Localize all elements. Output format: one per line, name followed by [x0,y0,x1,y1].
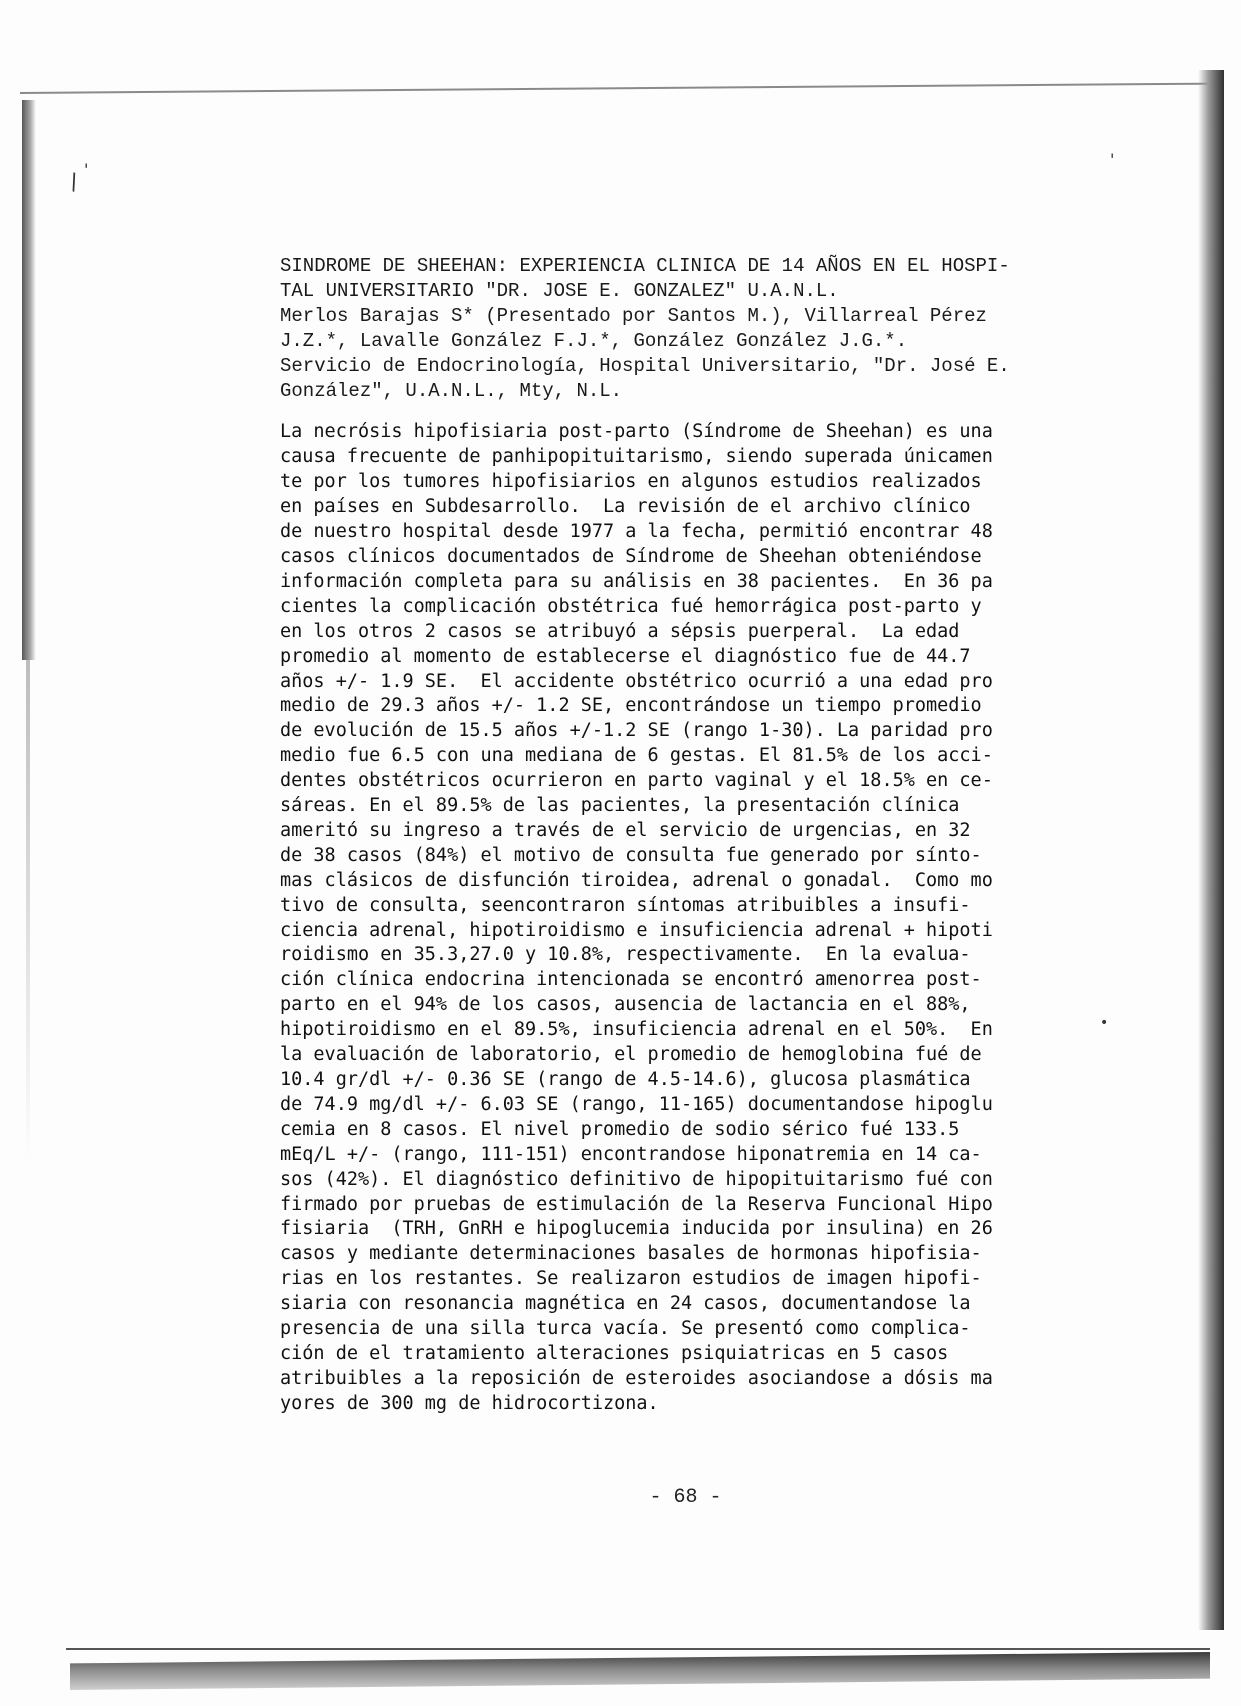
body-line: firmado por pruebas de estimulación de la Reserva Funcional Hipo [280,1193,993,1215]
stray-tick-mark: ' [1110,150,1115,169]
body-line: fisiaria (TRH, GnRH e hipoglucemia inducida por insulina) en 26 [280,1218,993,1240]
body-line: dentes obstétricos ocurrieron en parto vaginal y el 18.5% en ce- [280,770,993,792]
body-line: años +/- 1.9 SE. El accidente obstétrico ocurrió a una edad pro [280,670,993,692]
body-line: ciencia adrenal, hipotiroidismo e insuficiencia adrenal + hipoti [280,919,993,941]
body-line: medio de 29.3 años +/- 1.2 SE, encontrándose un tiempo promedio [280,695,982,717]
body-line: roidismo en 35.3,27.0 y 10.8%, respectivamente. En la evalua- [280,944,971,966]
stray-pen-mark: \ [65,169,82,196]
body-line: de nuestro hospital desde 1977 a la fecha, permitió encontrar 48 [280,521,993,543]
body-line: sáreas. En el 89.5% de las pacientes, la presentación clínica [280,795,960,817]
body-line: 10.4 gr/dl +/- 0.36 SE (rango de 4.5-14.6), glucosa plasmática [280,1069,971,1090]
document-content [280,254,1090,1417]
body-line: causa frecuente de panhipopituitarismo, siendo superada únicamen [280,446,993,468]
affiliation-line: Servicio de Endocrinología, Hospital Universitario, "Dr. José E. [280,354,1010,377]
authors-line: J.Z.*, Lavalle González F.J.*, González González J.G.*. [280,329,908,352]
body-line: casos y mediante determinaciones basales de hormonas hipofisia- [280,1243,982,1265]
body-line: mas clásicos de disfunción tiroidea, adrenal o gonadal. Como mo [280,869,993,891]
body-line: ción clínica endocrina intencionada se encontró amenorrea post- [280,969,982,991]
stray-dot-mark: • [1100,1015,1109,1031]
body-line: siaria con resonancia magnética en 24 casos, documentandose la [280,1293,971,1315]
title-line: TAL UNIVERSITARIO "DR. JOSE E. GONZALEZ" U.A.N.L. [280,279,839,302]
scan-left-edge-shadow [22,100,36,660]
body-line: medio fue 6.5 con una mediana de 6 gestas. El 81.5% de los acci- [280,745,993,767]
scan-bottom-line [66,1648,1210,1650]
body-line: rias en los restantes. Se realizaron estudios de imagen hipofi- [280,1268,982,1290]
body-line: te por los tumores hipofisiarios en algunos estudios realizados [280,471,982,493]
body-line: casos clínicos documentados de Síndrome de Sheehan obteniéndose [280,545,982,567]
stray-pen-mark: ' [84,160,89,179]
body-line: en países en Subdesarrollo. La revisión de el archivo clínico [280,496,971,518]
body-line: yores de 300 mg de hidrocortizona. [280,1392,659,1414]
body-line: la evaluación de laboratorio, el promedio de hemoglobina fué de [280,1044,982,1066]
authors-line: Merlos Barajas S* (Presentado por Santos M.), Villarreal Pérez [280,304,987,327]
body-line: mEq/L +/- (rango, 111-151) encontrandose hiponatremia en 14 ca- [280,1143,982,1165]
body-line: La necrósis hipofisiaria post-parto (Síndrome de Sheehan) es una [280,421,993,443]
affiliation-line: González", U.A.N.L., Mty, N.L. [280,379,623,402]
body-line: atribuibles a la reposición de esteroides asociandose a dósis ma [280,1367,993,1389]
page-number: - 68 - [649,1486,722,1509]
body-line: promedio al momento de establecerse el diagnóstico fue de 44.7 [280,645,971,667]
body-line: ameritó su ingreso a través de el servicio de urgencias, en 32 [280,819,971,841]
title-line: SINDROME DE SHEEHAN: EXPERIENCIA CLINICA DE 14 AÑOS EN EL HOSPI- [280,255,1010,277]
scan-right-edge-shadow [1198,70,1224,1630]
body-line: presencia de una silla turca vacía. Se presentó como complica- [280,1318,971,1340]
body-line: cientes la complicación obstétrica fué hemorrágica post-parto y [280,595,982,617]
scan-bottom-shadow [70,1652,1210,1690]
body-line: sos (42%). El diagnóstico definitivo de hipopituitarismo fué con [280,1168,993,1190]
body-line: de evolución de 15.5 años +/-1.2 SE (rango 1-30). La paridad pro [280,720,993,742]
scan-top-rule [20,83,1220,94]
scan-left-edge-fade [26,660,30,1160]
abstract-body [280,420,1090,1416]
body-line: cemia en 8 casos. El nivel promedio de sodio sérico fué 133.5 [280,1118,960,1140]
body-line: tivo de consulta, seencontraron síntomas atribuibles a insufi- [280,894,971,916]
body-line: de 38 casos (84%) el motivo de consulta fue generado por sínto- [280,844,982,866]
body-line: información completa para su análisis en 38 pacientes. En 36 pa [280,570,993,592]
body-line: en los otros 2 casos se atribuyó a sépsis puerperal. La edad [280,620,960,642]
body-line: ción de el tratamiento alteraciones psiquiatricas en 5 casos [280,1342,949,1364]
body-line: hipotiroidismo en el 89.5%, insuficiencia adrenal en el 50%. En [280,1019,993,1041]
body-line: de 74.9 mg/dl +/- 6.03 SE (rango, 11-165) documentandose hipoglu [280,1093,993,1115]
body-line: parto en el 94% de los casos, ausencia de lactancia en el 88%, [280,994,971,1016]
abstract-header [280,254,1090,403]
